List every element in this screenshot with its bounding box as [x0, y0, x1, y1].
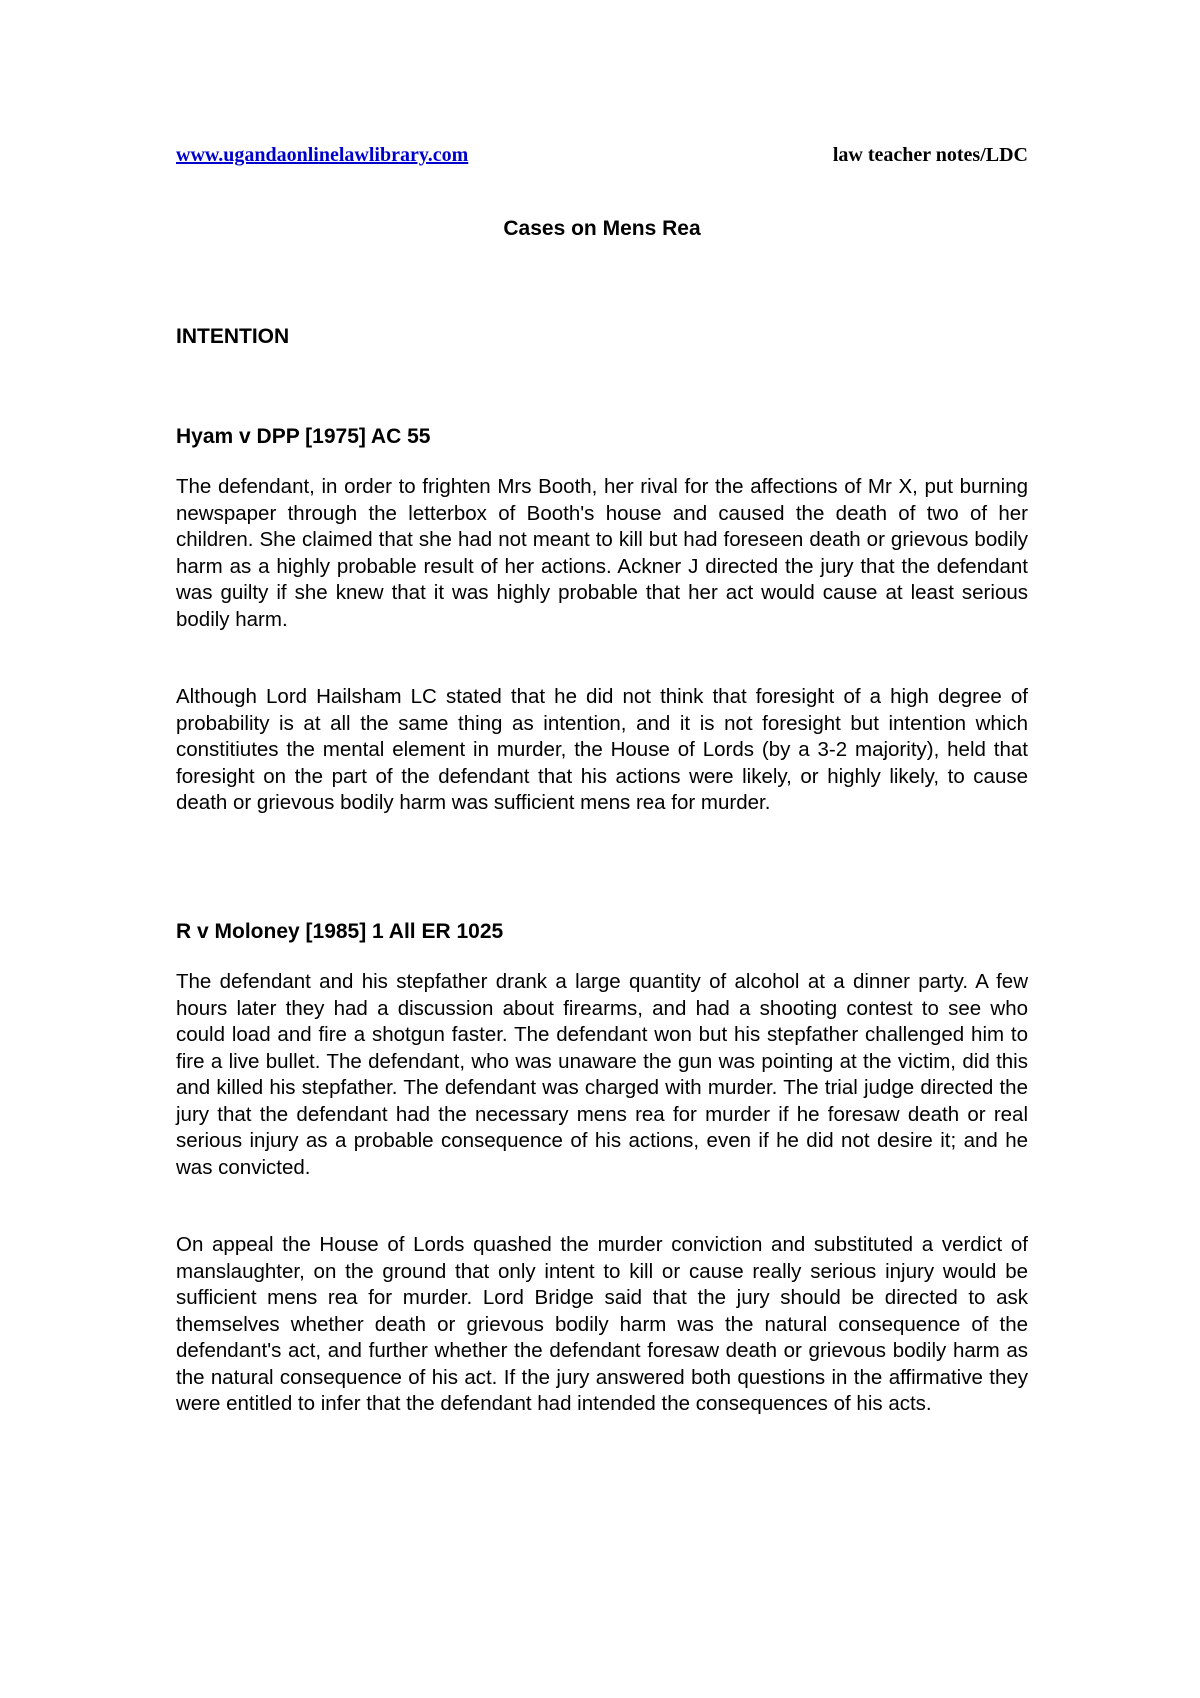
case-heading-hyam: Hyam v DPP [1975] AC 55: [176, 425, 431, 448]
document-title: Cases on Mens Rea: [503, 217, 701, 240]
case-heading-moloney: R v Moloney [1985] 1 All ER 1025: [176, 920, 504, 943]
section-heading-intention: INTENTION: [176, 325, 290, 348]
case-paragraph: The defendant and his stepfather drank a large quantity of alcohol at a dinner party. A few hours later they had a discussion about firearms, and had a shooting contest to see who could load and fire a shotgun faster. The defendant won but his stepfather challenged him to fire a live bullet. The defendant, who was unaware the gun was pointing at the victim, did this and killed his stepfather. The defendant was charged with murder. The trial judge directed the jury that the defendant had the necessary mens rea for murder if he foresaw death or real serious injury as a probable consequence of his actions, even if he did not desire it; and he was convicted.: [176, 970, 1028, 1179]
header-notes: law teacher notes/LDC: [832, 144, 1028, 166]
case-paragraph: On appeal the House of Lords quashed the murder conviction and substituted a verdict of manslaughter, on the ground that only intent to kill or cause really serious injury would be sufficient mens rea for murder. Lord Bridge said that the jury should be directed to ask themselves whether death or grievous bodily harm was the natural consequence of the defendant's act, and further whether the defendant foresaw death or grievous bodily harm as the natural consequence of his act. If the jury answered both questions in the affirmative they were entitled to infer that the defendant had intended the consequences of his acts.: [176, 1233, 1028, 1415]
website-link[interactable]: www.ugandaonlinelawlibrary.com: [176, 144, 469, 166]
case-paragraph: Although Lord Hailsham LC stated that he did not think that foresight of a high degree of probability is at all the same thing as intention, and it is not foresight but intention which constitiutes the mental element in murder, the House of Lords (by a 3-2 majority), held that foresight on the part of the defendant that his actions were likely, or highly likely, to cause death or grievous bodily harm was sufficient mens rea for murder.: [176, 685, 1028, 814]
case-paragraph: The defendant, in order to frighten Mrs Booth, her rival for the affections of Mr X, put burning newspaper through the letterbox of Booth's house and caused the death of two of her children. She claimed that she had not meant to kill but had foreseen death or grievous bodily harm as a highly probable result of her actions. Ackner J directed the jury that the defendant was guilty if she knew that it was highly probable that her act would cause at least serious bodily harm.: [176, 475, 1028, 631]
page-header: [176, 144, 1028, 174]
